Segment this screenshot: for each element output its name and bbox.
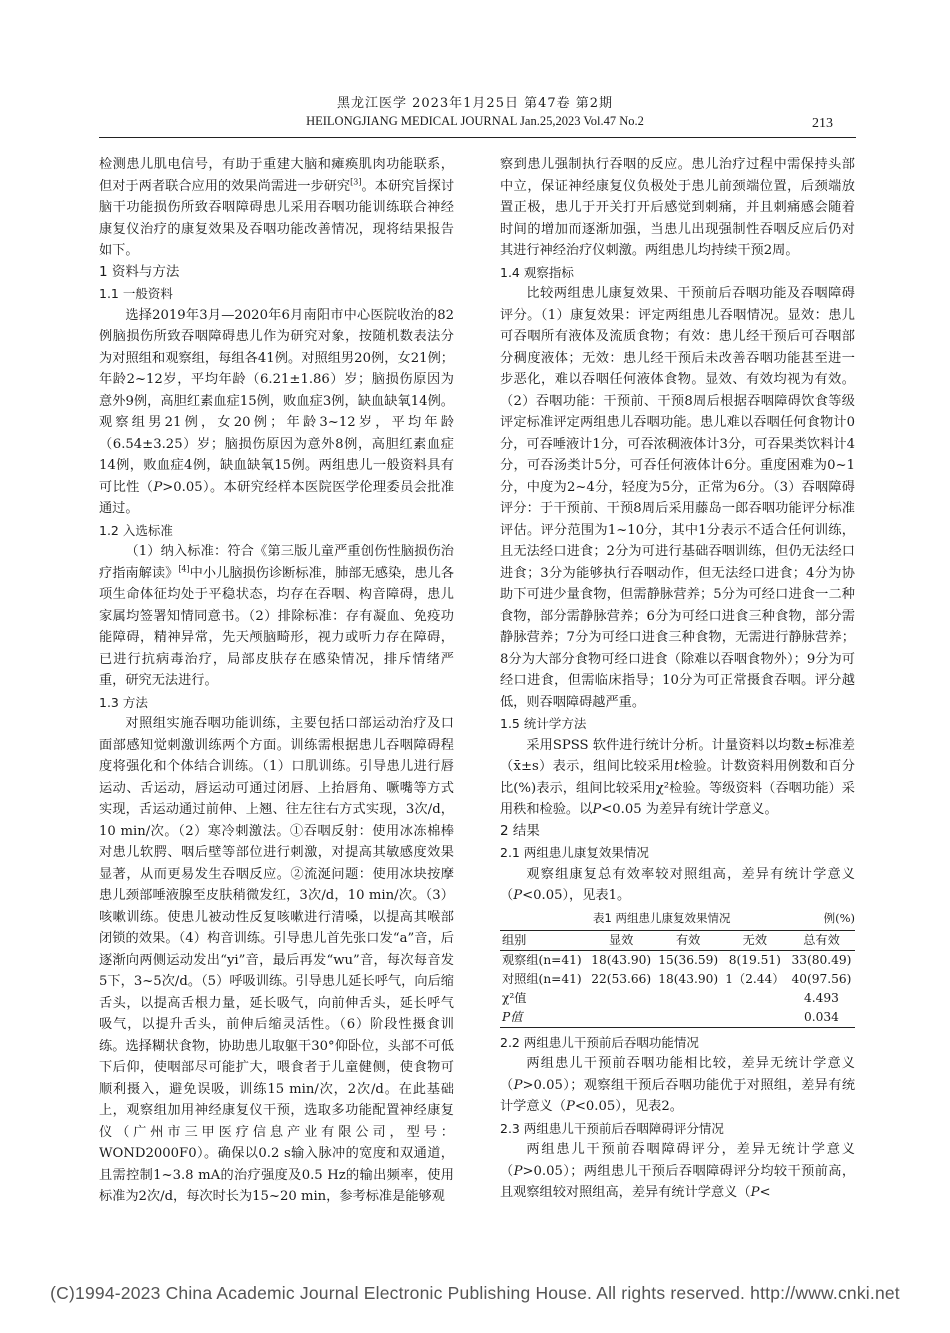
table-cell: 40(97.56) [791, 971, 852, 986]
paragraph-methods-cont: 察到患儿强制执行吞咽的反应。患儿治疗过程中需保持头部中立，保证神经康复仪负极处于患儿前颈端位置，后颈端放置正极，患儿于开关打开后感觉到刺痛，并且刺痛感会随着时间的增加而逐渐加强，当患儿出现强制性吞咽反应后仍对其进行神经治疗仪刺激。两组患儿均持续干预2周。 [500, 157, 855, 258]
left-column [99, 154, 454, 1208]
citation-3[interactable]: [3] [350, 177, 362, 187]
table-1-unit: 例(%) [823, 910, 855, 925]
paragraph-result-1: 观察组康复总有效率较对照组高，差异有统计学意义（P<0.05），见表1。 [500, 866, 855, 903]
table-cell: 18(43.90) [591, 952, 652, 967]
section-heading-1-2: 1.2 入选标准 [99, 522, 173, 538]
section-heading-1-3: 1.3 方法 [99, 694, 148, 710]
table-cell [588, 1008, 655, 1028]
table-cell [655, 989, 722, 1008]
journal-header-en: HEILONGJIANG MEDICAL JOURNAL Jan.25,2023 Vol.47 No.2 [306, 114, 644, 128]
paragraph-methods: 对照组实施吞咽功能训练，主要包括口部运动治疗及口面部感知觉刺激训练两个方面。训练需根据患儿吞咽障碍程度将强化和个体结合训练。（1）口肌训练。引导患儿进行唇运动、舌运动，唇运动可通过闭唇、上抬唇角、噘嘴等方式实现，舌运动通过前伸、上翘、往左往右方式实现，3次/d，10 min/次。（2）寒冷刺激法。①吞咽反射：使用冰冻棉棒对患儿软腭、咽后壁等部位进行刺激，对提高其敏感度效果显著，从而更易发生吞咽反应。②流涎问题：使用冰块按摩患儿颈部唾液腺至皮肤稍微发红，3次/d，10 min/次。（3）咳嗽训练。使患儿被动性反复咳嗽进行清嗓，以提高其喉部闭锁的效果。（4）构音训练。引导患儿首先张口发“a”音，后逐渐向两侧运动发出“yi”音，最后再发“wu”音，每次每音发5下，3~5次/d。（5）呼吸训练。引导患儿延长呼气，向后缩舌头，以提高舌根力量，延长吸气，向前伸舌头，延长呼气吸气，以提升舌头，前伸后缩灵活性。（6）阶段性摄食训练。选择糊状食物，协助患儿取躯干30°仰卧位，头部不可低下后仰，使咽部尽可能扩大，喂食者于儿童健侧，使食物可顺利摄入，避免误吸，训练15 min/次，2次/d。在此基础上，观察组加用神经康复仪干预，选取多功能配置神经康复仪（广州市三甲医疗信息产业有限公司，型号：WOND2000F0）。确保以0.2 s输入脉冲的宽度和双通道，且需控制1~3.8 mA的治疗强度及0.5 Hz的输出频率，使用标准为2次/d，每次时长为15~20 min，参考标准是能够观 [99, 716, 454, 1204]
table-header-cell: 组别 [500, 930, 588, 950]
section-heading-1: 1 资料与方法 [99, 263, 180, 280]
table-header-cell: 总有效 [788, 930, 855, 950]
paragraph-statistics: 采用SPSS 软件进行统计分析。计量资料以均数±标准差（x̄±s）表示，组间比较采用t检验。计数资料用例数和百分比(%)表示，组间比较采用χ²检验。等级资料（吞咽功能）采用秩和检验。以P<0.05 为差异有统计学意义。 [500, 737, 855, 817]
table-cell [722, 1008, 788, 1028]
table-header-cell: 无效 [722, 930, 788, 950]
table-cell: 1（2.44） [725, 971, 785, 986]
table-cell: 33(80.49) [791, 952, 852, 967]
copyright-footer: (C)1994-2023 China Academic Journal Electronic Publishing House. All rights reserved. http://www.cnki.net [50, 1283, 900, 1303]
table-row [500, 989, 855, 1008]
table-1 [500, 909, 855, 1028]
section-heading-2-1: 2.1 两组患儿康复效果情况 [500, 845, 649, 860]
table-header-cell: 有效 [655, 930, 722, 950]
table-cell: χ²值 [502, 990, 527, 1005]
paragraph-indicators: 比较两组患儿康复效果、干预前后吞咽功能及吞咽障碍评分。（1）康复效果：评定两组患儿吞咽情况。显效：患儿可吞咽所有液体及流质食物；有效：患儿经干预后可吞咽部分稠度液体；无效：患儿经干预后未改善吞咽功能甚至进一步恶化，难以吞咽任何液体食物。显效、有效均视为有效。（2）吞咽功能：干预前、干预8周后根据吞咽障碍饮食等级评定标准评定两组患儿吞咽功能。患儿难以吞咽任何食物计0分，可吞唾液计1分，可吞浓稠液体计3分，可吞果类饮料计4分，可吞汤类计5分，可吞任何液体计6分。重度困难为0~1分，中度为2~4分，轻度为5分，正常为6分。（3）吞咽障碍评分：于干预前、干预8周后采用藤岛一郎吞咽功能评分标准评估。评分范围为1~10分，其中1分表示不适合任何训练，且无法经口进食；2分为可进行基础吞咽训练，但仍无法经口进食；3分为能够执行吞咽动作，但无法经口进食；4分为协助下可进少量食物，但需静脉营养；5分为可经口进食一二种食物，部分需静脉营养；6分为可经口进食三种食物，部分需静脉营养；7分为可经口进食三种食物，无需进行静脉营养；8分为大部分食物可经口进食（除难以吞咽食物外）；9分为可经口进食，但需临床指导；10分为可正常摄食吞咽。评分越低，则吞咽障碍越严重。 [500, 286, 855, 710]
table-cell: 8(19.51) [728, 952, 781, 967]
table-row [500, 970, 855, 989]
paragraph-criteria: （1）纳入标准：符合《第三版儿童严重创伤性脑损伤治疗指南解读》[4]中小儿脑损伤诊断标准，肺部无感染，患儿各项生命体征均处于平稳状态，均存在吞咽、构音障碍，患儿家属均签署知情同意书。（2）排除标准：存有凝血、免疫功能障碍，精神异常，先天颅脑畸形，视力或听力存在障碍，已进行抗病毒治疗，局部皮肤存在感染情况，排斥情绪严重，研究无法进行。 [99, 544, 455, 688]
table-cell: 22(53.66) [591, 971, 652, 986]
journal-header-cn: 黑龙江医学 2023年1月25日 第47卷 第2期 [336, 96, 614, 111]
page-number: 213 [812, 116, 833, 131]
section-heading-1-1: 1.1 一般资料 [99, 286, 173, 301]
section-heading-1-4: 1.4 观察指标 [500, 264, 574, 280]
section-heading-2-3: 2.3 两组患儿干预前后吞咽障碍评分情况 [500, 1120, 724, 1136]
paragraph-result-2: 两组患儿干预前吞咽功能相比较，差异无统计学意义（P>0.05）；观察组干预后吞咽功能优于对照组，差异有统计学意义（P<0.05），见表2。 [500, 1056, 856, 1114]
table-row [500, 1008, 855, 1028]
header-rule [99, 137, 856, 138]
table-cell: 18(43.90) [658, 971, 719, 986]
table-1-header-row [500, 930, 855, 950]
table-1-caption [500, 909, 855, 930]
table-cell [722, 989, 788, 1008]
paragraph-result-3: 两组患儿干预前吞咽障碍评分，差异无统计学意义（P>0.05）；两组患儿干预后吞咽障碍评分均较干预前高，且观察组较对照组高，差异有统计学意义（P< [500, 1142, 856, 1200]
table-row [500, 950, 855, 970]
table-1-title: 表1 两组患儿康复效果情况 [593, 910, 731, 925]
paragraph-intro: 检测患儿肌电信号，有助于重建大脑和瘫痪肌肉功能联系，但对于两者联合应用的效果尚需进一步研究[3]。本研究旨探讨脑干功能损伤所致吞咽障碍患儿采用吞咽功能训练联合神经康复仪治疗的康复效果及吞咽功能改善情况，现将结果报告如下。 [99, 157, 455, 258]
table-cell: 0.034 [788, 1008, 855, 1028]
table-cell: 观察组(n=41) [502, 952, 582, 967]
paragraph-general-data: 选择2019年3月—2020年6月南阳市中心医院收治的82例脑损伤所致吞咽障碍患儿作为研究对象，按随机数表法分为对照组和观察组，每组各41例。对照组男20例，女21例；年龄2~12岁，平均年龄（6.21±1.86）岁；脑损伤原因为意外9例，高胆红素血症15例，败血症3例，缺血缺氧14例。观察组男21例，女20例；年龄3~12岁，平均年龄（6.54±3.25）岁；脑损伤原因为意外8例，高胆红素血症14例，败血症4例，缺血缺氧15例。两组患儿一般资料具有可比性（P>0.05）。本研究经样本医院医学伦理委员会批准通过。 [99, 307, 455, 516]
table-cell [655, 1008, 722, 1028]
right-column [500, 154, 855, 1204]
section-heading-2: 2 结果 [500, 822, 540, 839]
section-heading-2-2: 2.2 两组患儿干预前后吞咽功能情况 [500, 1034, 699, 1050]
table-cell: 对照组(n=41) [502, 971, 582, 986]
table-header-cell: 显效 [588, 930, 655, 950]
table-cell [588, 989, 655, 1008]
citation-4[interactable]: [4] [178, 564, 190, 574]
table-cell: 15(36.59) [658, 952, 719, 967]
table-cell: 4.493 [804, 990, 839, 1005]
table-cell: P值 [500, 1008, 588, 1028]
section-heading-1-5: 1.5 统计学方法 [500, 716, 587, 731]
